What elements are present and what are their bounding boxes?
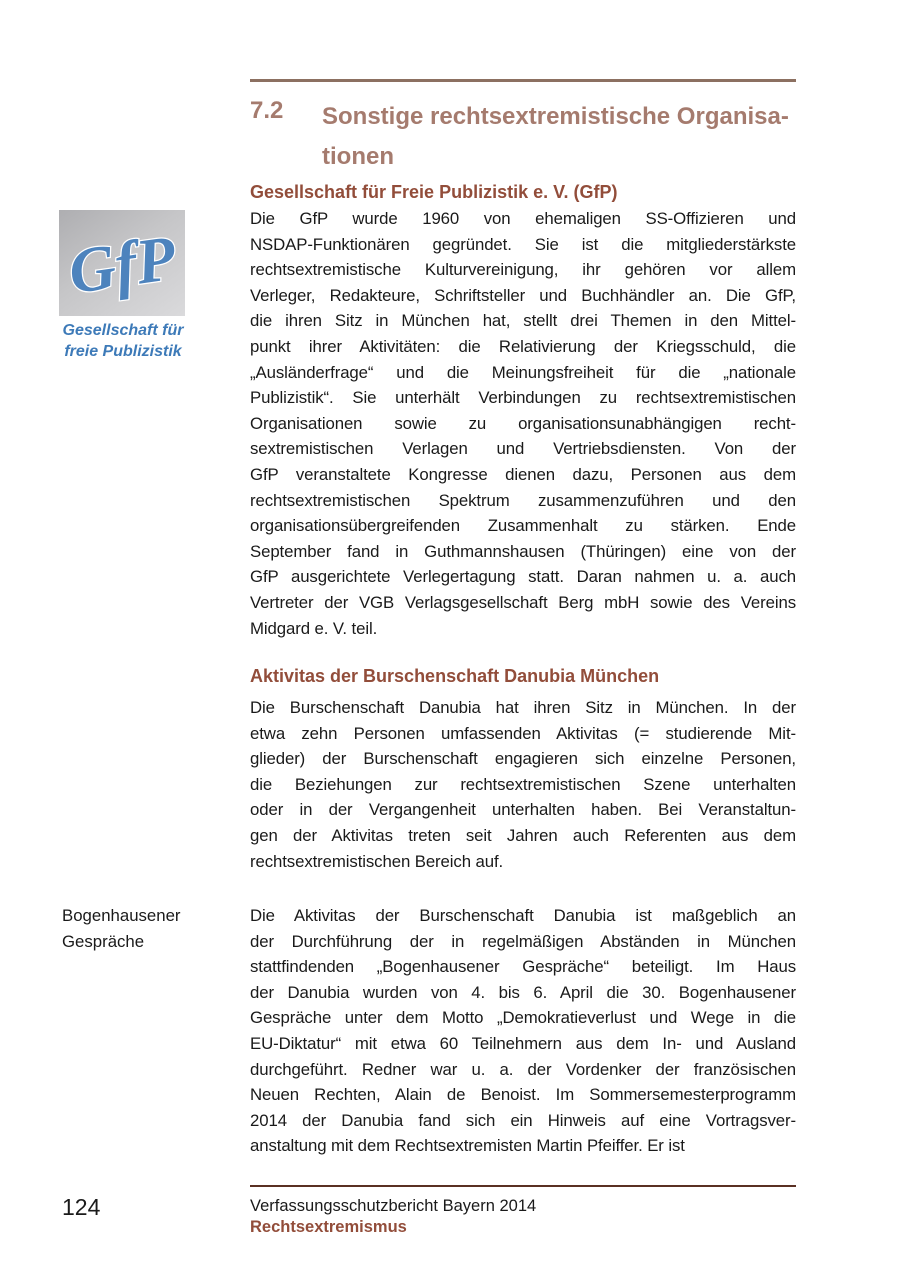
text-line: anstaltung mit dem Rechtsextremisten Martin Pfeiffer. Er ist: [250, 1136, 685, 1156]
text-line: der Danubia wurden von 4. bis 6. April die 30. Bogenhausener: [250, 982, 796, 1002]
gfp-logo-letters-icon: [59, 210, 185, 316]
text-line: Verleger, Redakteure, Schriftsteller und Buchhändler an. Die GfP,: [250, 285, 796, 305]
gfp-logo-image: [59, 210, 185, 316]
text-line: der Durchführung der in regelmäßigen Abständen in München: [250, 931, 796, 951]
text-line: Die GfP wurde 1960 von ehemaligen SS-Offizieren und: [250, 209, 796, 228]
subsection-heading-danubia: Aktivitas der Burschenschaft Danubia München: [250, 666, 660, 686]
text-line: Die Aktivitas der Burschenschaft Danubia ist maßgeblich an: [250, 906, 796, 925]
gfp-logo-caption-line: Gesellschaft für: [62, 322, 184, 339]
text-line: Gespräche unter dem Motto „Demokratieverlust und Wege in die: [250, 1008, 796, 1028]
section-title-line: tionen: [322, 143, 394, 170]
text-line: Publizistik“. Sie unterhält Verbindungen zu rechtsextremistischen: [250, 388, 796, 408]
text-line: rechtsextremistischen Spektrum zusammenzuführen und den: [250, 490, 796, 510]
text-line: die ihren Sitz in München hat, stellt drei Themen in den Mittel-: [250, 311, 796, 331]
text-line: Neuen Rechten, Alain de Benoist. Im Sommersemesterprogramm: [250, 1085, 796, 1105]
text-line: durchgeführt. Redner war u. a. der Vordenker der französischen: [250, 1059, 796, 1079]
text-line: NSDAP-Funktionären gegründet. Sie ist die mitgliederstärkste: [250, 234, 796, 254]
section-divider-rule: [250, 79, 796, 82]
text-line: September fand in Guthmannshausen (Thüringen) eine von der: [250, 541, 796, 561]
footer-chapter-label: Rechtsextremismus: [250, 1218, 407, 1236]
section-title: [322, 97, 802, 177]
text-line: sextremistischen Verlagen und Vertriebsdiensten. Von der: [250, 439, 796, 459]
text-line: GfP veranstaltete Kongresse dienen dazu, Personen aus dem: [250, 464, 796, 484]
text-line: 2014 der Danubia fand sich ein Hinweis auf eine Vortragsver-: [250, 1110, 796, 1130]
text-line: etwa zehn Personen umfassenden Aktivitas (= studierende Mit-: [250, 723, 796, 743]
margin-note: [62, 903, 232, 954]
text-line: Organisationen sowie zu organisationsunabhängigen recht-: [250, 413, 796, 433]
section-number: 7.2: [250, 97, 284, 124]
text-line: rechtsextremistische Kulturvereinigung, ihr gehören vor allem: [250, 260, 796, 280]
footer-rule: [250, 1185, 796, 1187]
footer-report-title: Verfassungsschutzbericht Bayern 2014: [250, 1197, 537, 1215]
text-line: EU-Diktatur“ mit etwa 60 Teilnehmern aus dem In- und Ausland: [250, 1033, 796, 1053]
text-line: stattfindenden „Bogenhausener Gespräche“ beteiligt. Im Haus: [250, 957, 796, 977]
section-title-line: Sonstige rechtsextremistische Organisa-: [322, 103, 789, 130]
text-line: organisationsübergreifenden Zusammenhalt zu stärken. Ende: [250, 516, 796, 536]
text-line: rechtsextremistischen Bereich auf.: [250, 851, 504, 871]
paragraph-gfp: [250, 206, 796, 641]
subsection-heading-gfp: Gesellschaft für Freie Publizistik e. V. (GfP): [250, 182, 618, 202]
text-line: „Ausländerfrage“ und die Meinungsfreiheit für die „nationale: [250, 362, 796, 382]
text-line: oder in der Vergangenheit unterhalten haben. Bei Veranstaltun-: [250, 800, 796, 820]
paragraph-danubia: [250, 695, 796, 874]
text-line: punkt ihrer Aktivitäten: die Relativierung der Kriegsschuld, die: [250, 336, 796, 356]
text-line: gen der Aktivitas treten seit Jahren auch Referenten aus dem: [250, 825, 796, 845]
gfp-logo: [59, 210, 187, 362]
margin-note-line: Bogenhausener: [62, 906, 181, 925]
text-line: glieder) der Burschenschaft engagieren sich einzelne Personen,: [250, 749, 796, 769]
text-line: Vertreter der VGB Verlagsgesellschaft Berg mbH sowie des Vereins: [250, 592, 796, 612]
svg-text:GfP: GfP: [64, 221, 180, 308]
page-number: 124: [62, 1194, 101, 1220]
text-line: Die Burschenschaft Danubia hat ihren Sitz in München. In der: [250, 698, 796, 717]
margin-note-line: Gespräche: [62, 931, 145, 951]
text-line: Midgard e. V. teil.: [250, 618, 378, 638]
gfp-logo-caption: [53, 320, 193, 362]
text-line: die Beziehungen zur rechtsextremistischen Szene unterhalten: [250, 774, 796, 794]
text-line: GfP ausgerichtete Verlegertagung statt. Daran nahmen u. a. auch: [250, 567, 796, 587]
paragraph-bogenhausener: [250, 903, 796, 1159]
gfp-logo-caption-line: freie Publizistik: [64, 343, 182, 360]
